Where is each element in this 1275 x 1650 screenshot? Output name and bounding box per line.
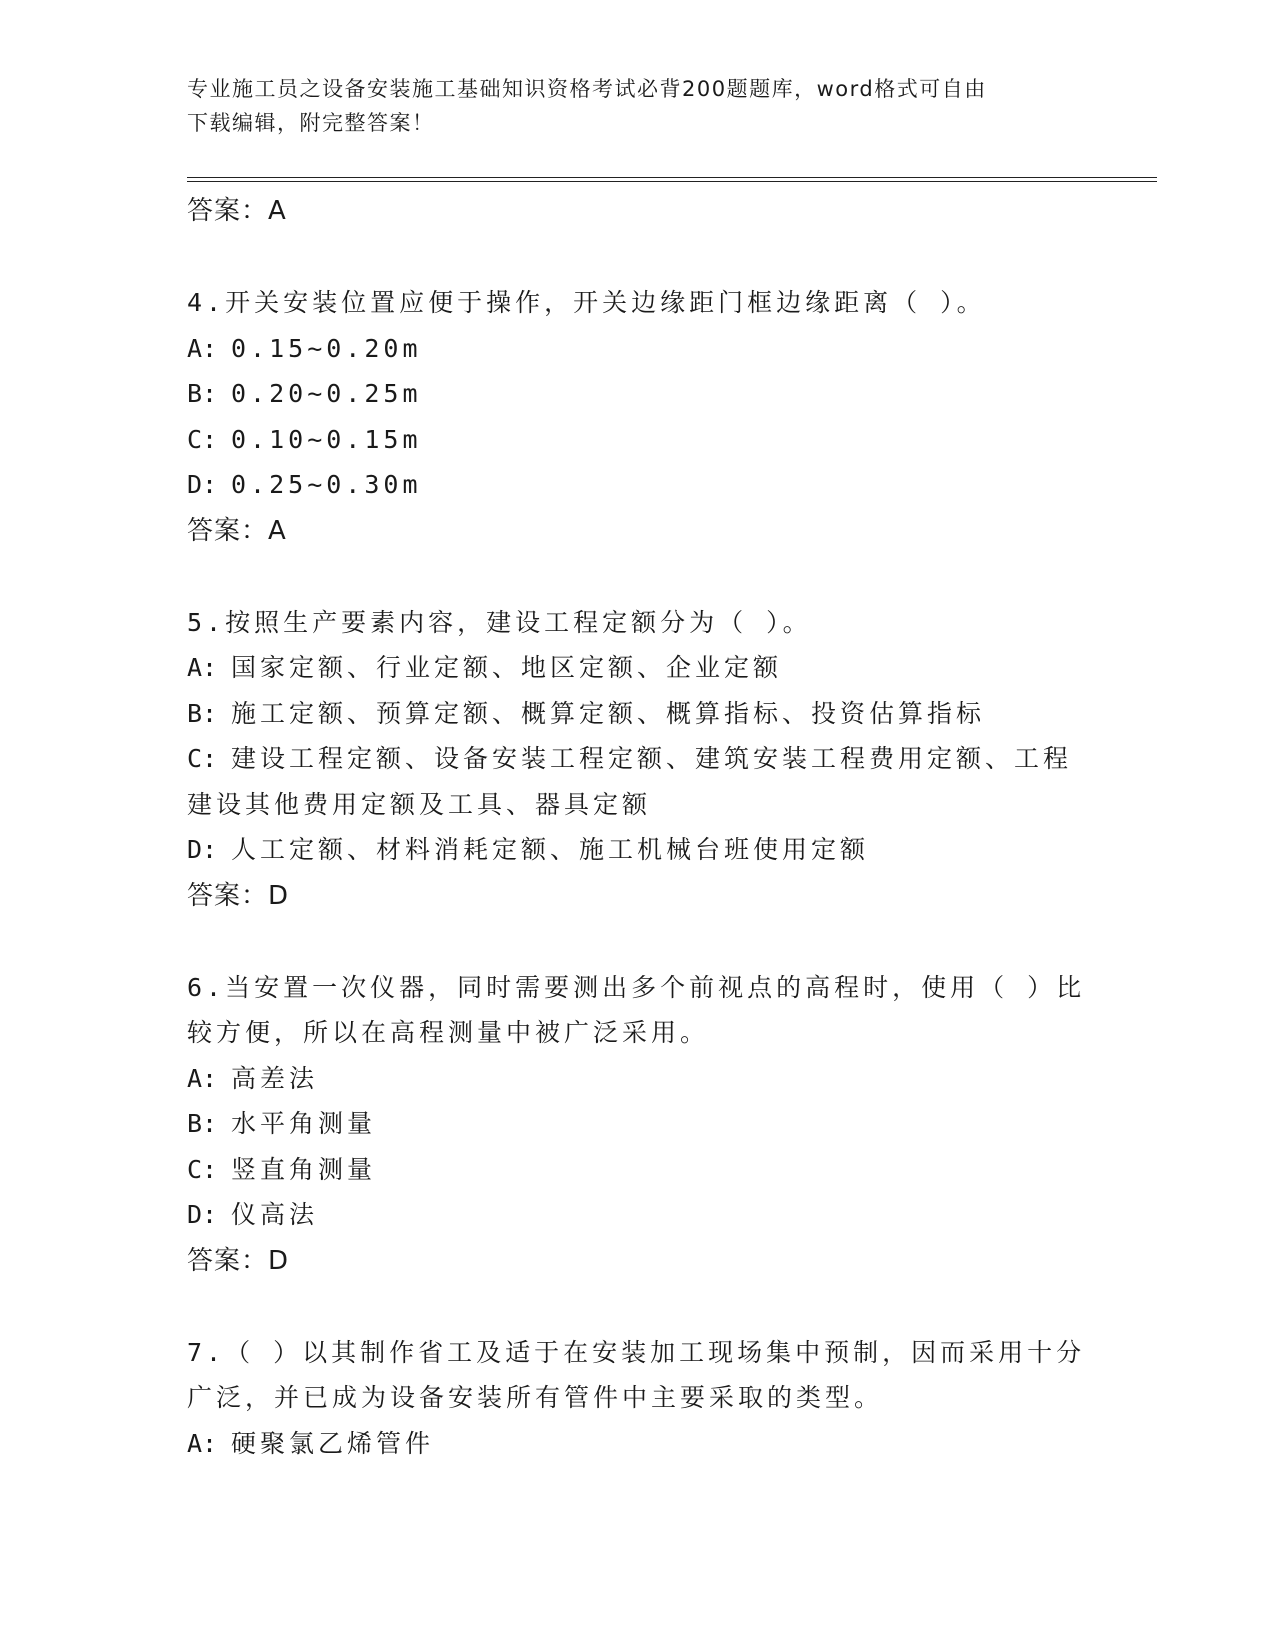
answer-label: 答案： [187, 196, 269, 226]
option-text: 建设工程定额、设备安装工程定额、建筑安装工程费用定额、工程建设其他费用定额及工具、器具定额 [187, 744, 1073, 819]
answer-line [187, 188, 1087, 234]
answer-label: 答案： [187, 515, 269, 546]
question-text: 6.当安置一次仪器，同时需要测出多个前视点的高程时，使用（ ）比较方便，所以在高程测量中被广泛采用。 [187, 972, 1086, 1047]
page-header [187, 72, 1087, 140]
question-text: 4.开关安装位置应便于操作，开关边缘距门框边缘距离（ ）。 [187, 288, 986, 317]
option-key: C: [187, 1154, 218, 1184]
document-body [187, 188, 1087, 1466]
answer-label: 答案： [187, 880, 269, 911]
option-key: A: [187, 1063, 218, 1093]
option-line [187, 1056, 1087, 1102]
option-text: 高差法 [231, 1063, 319, 1093]
header-title-line-2: 下载编辑，附完整答案！ [187, 111, 435, 135]
option-line [187, 417, 1087, 463]
question-text: 7.（ ）以其制作省工及适于在安装加工现场集中预制，因而采用十分广泛，并已成为设备安装所有管件中主要采取的类型。 [187, 1337, 1086, 1412]
answer-value: D [268, 880, 290, 911]
option-text: 施工定额、预算定额、概算定额、概算指标、投资估算指标 [231, 698, 986, 728]
option-line [187, 1192, 1087, 1238]
option-text: 0.10~0.15m [231, 424, 422, 454]
option-line [187, 691, 1087, 737]
option-text: 0.15~0.20m [231, 333, 422, 363]
option-text: 水平角测量 [231, 1109, 377, 1138]
answer-value: A [268, 196, 287, 226]
option-text: 0.25~0.30m [231, 470, 422, 499]
answer-value: D [268, 1245, 290, 1276]
option-line [187, 326, 1087, 372]
option-line [187, 371, 1087, 417]
option-line [187, 645, 1087, 691]
option-text: 0.20~0.25m [231, 379, 422, 408]
option-text: 人工定额、材料消耗定额、施工机械台班使用定额 [231, 835, 870, 864]
option-key: C: [187, 424, 218, 454]
option-text: 竖直角测量 [231, 1154, 377, 1184]
option-key: D: [187, 470, 218, 499]
option-key: B: [187, 379, 218, 408]
option-line [187, 1421, 1087, 1467]
question-block [187, 965, 1087, 1284]
option-key: B: [187, 698, 218, 728]
answer-line [187, 508, 1087, 554]
header-title-line-1: 专业施工员之设备安装施工基础知识资格考试必背200题题库，word格式可自由 [187, 77, 987, 101]
option-line [187, 1101, 1087, 1147]
option-key: A: [187, 333, 218, 363]
answer-line [187, 873, 1087, 919]
option-line [187, 827, 1087, 873]
question-block [187, 1330, 1087, 1467]
option-text: 国家定额、行业定额、地区定额、企业定额 [231, 653, 783, 682]
answer-value: A [268, 515, 287, 546]
option-text: 硬聚氯乙烯管件 [231, 1428, 435, 1458]
question-text: 5.按照生产要素内容，建设工程定额分为（ ）。 [187, 607, 812, 637]
option-key: D: [187, 835, 218, 864]
option-text: 仪高法 [231, 1200, 319, 1229]
option-line [187, 736, 1087, 827]
option-key: B: [187, 1109, 218, 1138]
option-line [187, 462, 1087, 508]
answer-label: 答案： [187, 1245, 269, 1276]
header-divider [187, 177, 1157, 182]
question-block [187, 280, 1087, 554]
option-key: A: [187, 653, 218, 682]
option-line [187, 1147, 1087, 1193]
option-key: D: [187, 1200, 218, 1229]
option-key: A: [187, 1428, 218, 1458]
question-list [187, 280, 1087, 1466]
question-block [187, 600, 1087, 919]
option-key: C: [187, 744, 218, 773]
answer-line [187, 1238, 1087, 1284]
